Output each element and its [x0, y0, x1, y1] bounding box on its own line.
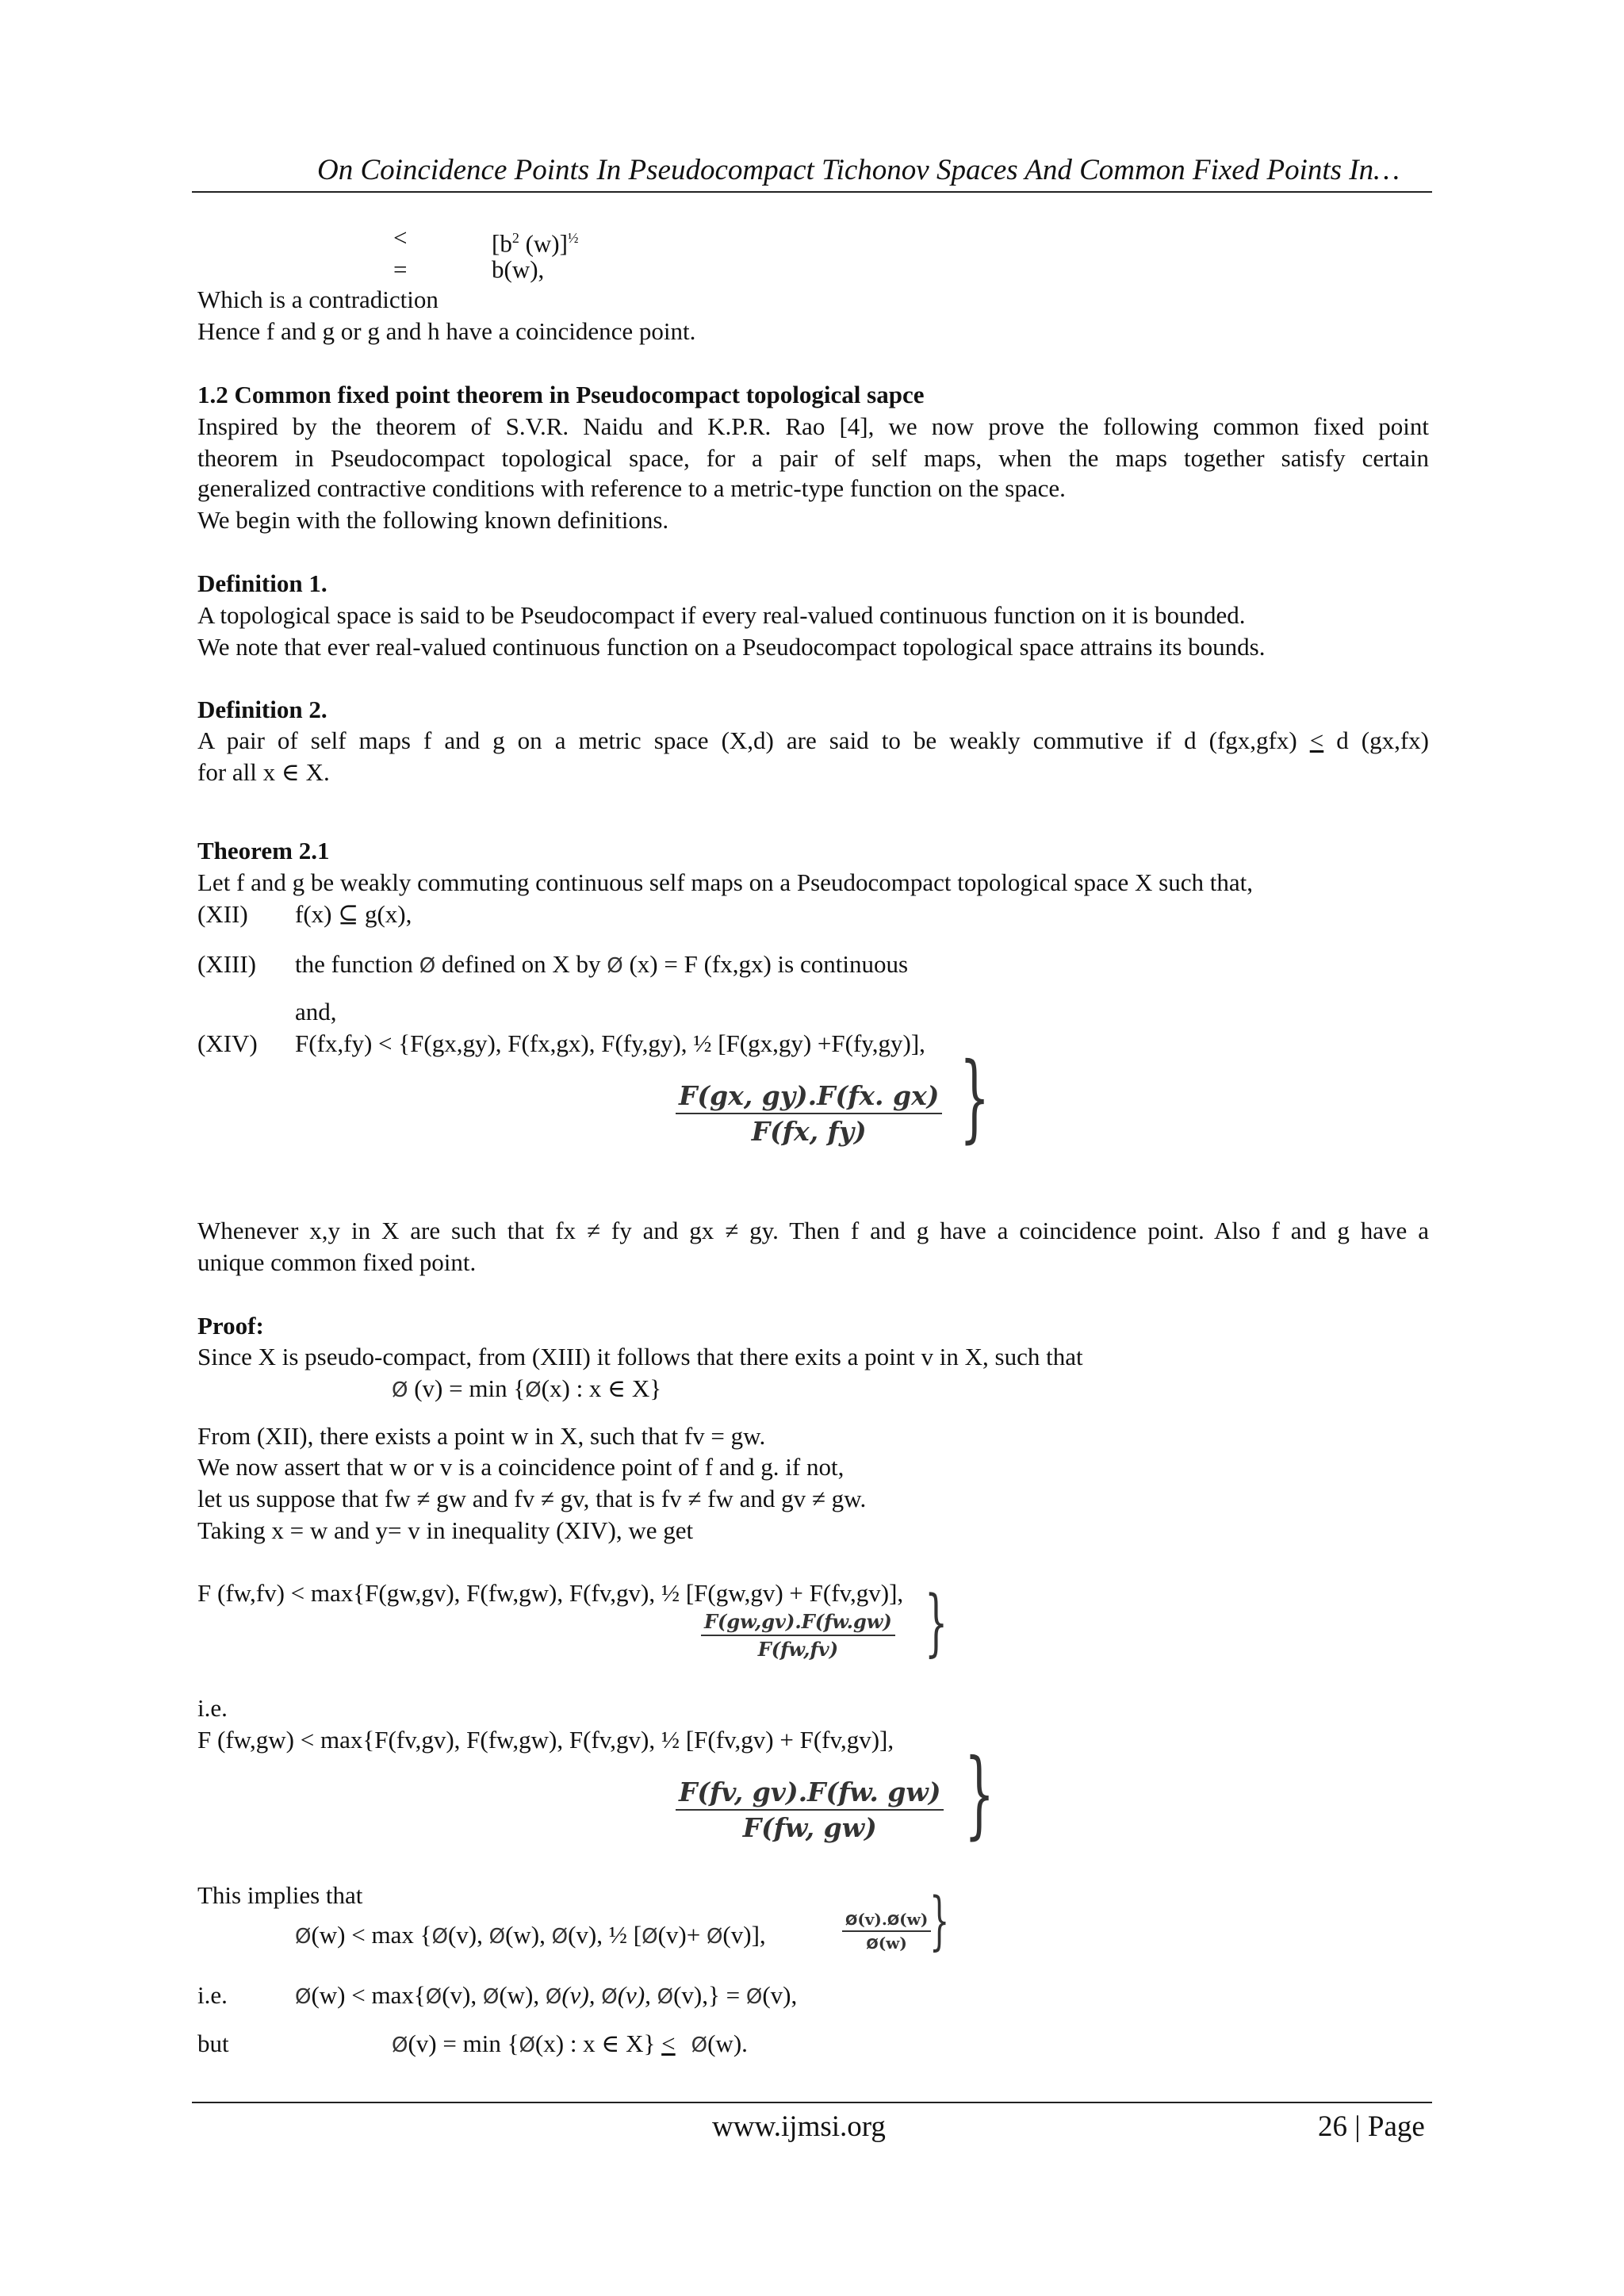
- section-heading: 1.2 Common fixed point theorem in Pseudocompact topological sapce: [197, 381, 925, 408]
- definition-1-heading: Definition 1.: [197, 569, 327, 597]
- text-part: (v),: [561, 1981, 602, 2009]
- proof-line2: From (XII), there exists a point w in X, such that fv = gw.: [197, 1422, 766, 1450]
- section-para1-line1: Inspired by the theorem of S.V.R. Naidu and K.P.R. Rao [4], we now prove the following common fixed point: [197, 412, 1429, 440]
- phi-symbol: Ø: [525, 1378, 542, 1402]
- proof-line3: We now assert that w or v is a coincidence point of f and g. if not,: [197, 1453, 845, 1481]
- fraction-denominator: [866, 1932, 906, 1953]
- condition-12-text: f(x) ⊆ g(x),: [295, 900, 412, 928]
- theorem-heading: Theorem 2.1: [197, 837, 330, 864]
- proof-inequality-2: F (fw,gw) < max{F(fv,gv), F(fw,gw), F(fv,gv), ½ [F(fv,gv) + F(fv,gv)],: [197, 1726, 894, 1754]
- phi-symbol: Ø: [657, 1985, 674, 2009]
- text-part: (v),: [447, 1921, 489, 1949]
- proof-ie-2-label: i.e.: [197, 1981, 228, 2009]
- phi-symbol: Ø: [866, 1936, 879, 1953]
- condition-14-label: (XIV): [197, 1029, 258, 1057]
- proof-ie-1: i.e.: [197, 1694, 228, 1722]
- fraction-numerator: F(gx, gy).F(fx. gx): [676, 1080, 942, 1114]
- definition-2-line1: [197, 725, 1429, 757]
- right-brace: }: [959, 1043, 990, 1154]
- phi-symbol: Ø: [488, 1925, 506, 1949]
- condition-14-text: F(fx,fy) < {F(gx,gy), F(fx,gx), F(fy,gy), ½ [F(gx,gy) +F(fy,gy)],: [295, 1029, 925, 1057]
- proof-min-line: [392, 1373, 661, 1406]
- phi-symbol: Ø: [295, 1985, 312, 2009]
- le-symbol: <: [661, 2030, 676, 2057]
- proof-fraction-3: [842, 1910, 931, 1953]
- running-header: On Coincidence Points In Pseudocompact Tichonov Spaces And Common Fixed Points In…: [317, 154, 1400, 186]
- fraction-numerator: [842, 1910, 931, 1932]
- right-brace: }: [925, 1579, 948, 1665]
- text-part: (x) : x ∈ X}: [534, 2030, 662, 2057]
- text-part: (w): [878, 1934, 907, 1953]
- section-para1-line2: theorem in Pseudocompact topological space, for a pair of self maps, when the maps together satisfy certain: [197, 444, 1429, 472]
- text-part: (v).: [857, 1910, 887, 1929]
- right-brace: }: [929, 1885, 950, 1958]
- text-part: (w),: [505, 1921, 552, 1949]
- theorem-conclusion-line1: Whenever x,y in X are such that fx ≠ fy and gx ≠ gy. Then f and g have a coincidence point. Also f and g have a: [197, 1217, 1429, 1244]
- expr-part: [b: [492, 229, 512, 258]
- proof-but-label: but: [197, 2030, 229, 2057]
- proof-line1: Since X is pseudo-compact, from (XIII) it follows that there exits a point v in X, such that: [197, 1343, 1083, 1370]
- section-para2: We begin with the following known definitions.: [197, 506, 669, 534]
- proof-fraction-1: [701, 1610, 895, 1661]
- top-line-2-expr: b(w),: [492, 255, 545, 283]
- definition-2-line2: for all x ∈ X.: [197, 758, 330, 786]
- proof-phi-inequality: [295, 1919, 766, 1953]
- definition-1-line2: We note that ever real-valued continuous function on a Pseudocompact topological space attrains its bounds.: [197, 633, 1266, 661]
- text-part: (v),} =: [673, 1981, 746, 2009]
- phi-symbol: Ø: [642, 1925, 658, 1949]
- condition-14-fraction: [676, 1080, 942, 1147]
- text-part: (v)],: [722, 1921, 766, 1949]
- phi-symbol: Ø: [691, 2033, 708, 2057]
- theorem-intro: Let f and g be weakly commuting continuous self maps on a Pseudocompact topological space X such that,: [197, 868, 1253, 896]
- phi-symbol: Ø: [431, 1925, 448, 1949]
- text-part: (v)+: [657, 1921, 707, 1949]
- text-part: (v),: [617, 1981, 657, 2009]
- phi-symbol: Ø: [887, 1912, 900, 1929]
- proof-ie-2-text: [295, 1980, 797, 2013]
- right-brace: }: [964, 1739, 995, 1850]
- phi-symbol: Ø: [295, 1925, 312, 1949]
- superscript: ½: [567, 230, 579, 246]
- phi-symbol: Ø: [392, 2033, 408, 2057]
- section-para1-line3: generalized contractive conditions with reference to a metric-type function on the space.: [197, 474, 1066, 502]
- def2-text: d (gx,fx): [1323, 726, 1429, 754]
- proof-line5: Taking x = w and y= v in inequality (XIV), we get: [197, 1516, 694, 1544]
- fraction-denominator: F(fw, gw): [742, 1812, 877, 1843]
- phi-symbol: Ø: [392, 1378, 408, 1402]
- condition-13-text: [295, 949, 908, 982]
- text-part: (w) < max{: [311, 1981, 426, 2009]
- condition-and: and,: [295, 998, 337, 1025]
- header-rule: [192, 191, 1432, 193]
- text-part: (v),: [442, 1981, 483, 2009]
- text-part: (v) = min {: [408, 2030, 519, 2057]
- def2-text: A pair of self maps f and g on a metric space (X,d) are said to be weakly commutive if d (fgx,gfx): [197, 726, 1310, 754]
- fraction-denominator: F(fx, fy): [751, 1116, 867, 1147]
- text-part: (w).: [707, 2030, 748, 2057]
- definition-1-line1: A topological space is said to be Pseudocompact if every real-valued continuous function on it is bounded.: [197, 601, 1246, 629]
- text-part: (w),: [499, 1981, 546, 2009]
- text-part: defined on X by: [435, 950, 607, 978]
- phi-symbol: Ø: [607, 954, 623, 978]
- condition-12-label: (XII): [197, 900, 248, 928]
- proof-but-text: [392, 2028, 748, 2061]
- phi-symbol: Ø: [419, 954, 436, 978]
- proof-implies: This implies that: [197, 1881, 363, 1909]
- theorem-conclusion-line2: unique common fixed point.: [197, 1248, 477, 1276]
- phi-symbol: Ø: [845, 1912, 858, 1929]
- proof-fraction-2: [676, 1777, 944, 1843]
- fraction-numerator: F(fv, gv).F(fw. gw): [676, 1777, 944, 1811]
- phi-symbol: Ø: [482, 1985, 500, 2009]
- text-part: (v),: [762, 1981, 798, 2009]
- footer-page-number: 26 | Page: [1318, 2110, 1425, 2143]
- phi-symbol: Ø: [706, 1925, 723, 1949]
- text-part: (w): [899, 1910, 929, 1929]
- phi-symbol: Ø: [545, 1985, 562, 2009]
- proof-heading: Proof:: [197, 1312, 264, 1340]
- definition-2-heading: Definition 2.: [197, 696, 327, 723]
- top-line-3: Which is a contradiction: [197, 286, 439, 313]
- phi-symbol: Ø: [551, 1925, 569, 1949]
- le-symbol: <: [1309, 726, 1324, 754]
- footer-site: www.ijmsi.org: [712, 2110, 886, 2143]
- proof-inequality-1: F (fw,fv) < max{F(gw,gv), F(fw,gw), F(fv,gv), ½ [F(gw,gv) + F(fv,gv)],: [197, 1579, 904, 1607]
- text-part: (v) = min {: [408, 1374, 526, 1402]
- superscript: 2: [511, 230, 519, 246]
- phi-symbol: Ø: [425, 1985, 442, 2009]
- phi-symbol: Ø: [601, 1985, 618, 2009]
- text-part: (x) : x ∈ X}: [541, 1374, 662, 1402]
- phi-symbol: Ø: [745, 1985, 763, 2009]
- phi-symbol: Ø: [519, 2033, 535, 2057]
- expr-part: (w)]: [519, 229, 568, 258]
- top-line-1-op: <: [393, 224, 408, 251]
- text-part: (w) < max {: [311, 1921, 432, 1949]
- text-part: (x) = F (fx,gx) is continuous: [622, 950, 909, 978]
- condition-13-label: (XIII): [197, 950, 257, 978]
- proof-line4: let us suppose that fw ≠ gw and fv ≠ gv, that is fv ≠ fw and gv ≠ gw.: [197, 1485, 867, 1512]
- footer-rule: [192, 2102, 1432, 2103]
- top-line-2-op: =: [393, 255, 408, 283]
- fraction-numerator: F(gw,gv).F(fw.gw): [701, 1610, 895, 1636]
- top-line-4: Hence f and g or g and h have a coincidence point.: [197, 317, 696, 345]
- fraction-denominator: F(fw,fv): [757, 1638, 839, 1661]
- text-part: the function: [295, 950, 419, 978]
- text-part: (v), ½ [: [568, 1921, 642, 1949]
